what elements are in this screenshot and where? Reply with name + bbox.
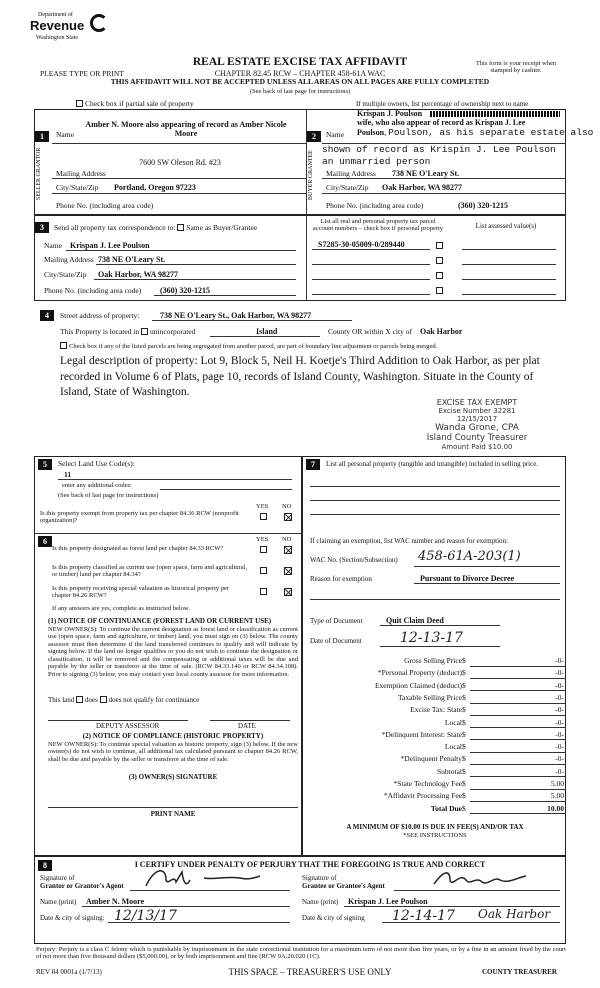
fee-label: Local — [444, 742, 462, 752]
dollar-sign: $ — [462, 668, 466, 678]
fee-value: -0- — [470, 694, 566, 704]
notice-2-title: (2) NOTICE OF COMPLIANCE (HISTORIC PROPERTY) — [82, 732, 264, 740]
yes-label-5: YES — [256, 503, 269, 510]
notice-1-text: NEW OWNER(S): To continue the current designation as forest land or classification as current use (open space, farm and agriculture, or timber) land, you must sign on (3) below. The county assessor must then determine if the land transferred continues to qualify and will indicate by signing below. If the land no longer qualifies or you do not wish to continue the designation or classification, it will be removed and the compensating or additional taxes will be due and payable by the seller or transferor at the time of sale. (RCW 84.33.140 or RCW 84.34.108). Prior to signing (3) below, you may contact your local county assessor for more information. — [48, 626, 298, 678]
historic-question: Is this property receiving special valuation as historical property per chapter 84.26 RCW? — [52, 585, 230, 600]
fee-label: Total Due — [430, 803, 462, 813]
dollar-sign: $ — [462, 779, 466, 788]
buyer-name-line2: wife, who also appear of record as Krispan J. Lee — [357, 118, 526, 127]
multiple-owners-note: If multiple owners, list percentage of ownership next to name — [356, 100, 529, 108]
grantee-sig-label: Signature of Grantee or Grantee's Agent — [302, 874, 385, 891]
unincorporated-checkbox[interactable] — [141, 328, 148, 335]
excise-stamp: EXCISE TAX EXEMPT Excise Number 32281 12/15/2017 Wanda Grone, CPA Island County Treasurer Amount Paid $10.00 — [426, 398, 528, 452]
fee-label: *Delinquent Penalty — [400, 754, 462, 764]
fee-label: *Delinquent Interest: State — [381, 729, 462, 739]
fees-see: *SEE INSTRUCTIONS — [403, 832, 467, 839]
fee-value: -0- — [470, 706, 566, 716]
fee-label: Taxable Selling Price — [397, 692, 462, 702]
tax-address: 738 NE O'Leary St. — [98, 255, 166, 264]
county-treasurer: COUNTY TREASURER — [482, 968, 557, 976]
grantor-sig-label: Signature of Grantor or Grantor's Agent — [40, 874, 124, 891]
grantor-date: 12/13/17 — [114, 908, 177, 924]
wac-label: WAC No. (Section/Subsection) — [310, 556, 398, 564]
city-name: Oak Harbor — [420, 327, 463, 336]
fee-label: Local — [444, 717, 462, 727]
dollar-sign: $ — [462, 692, 466, 702]
fee-row — [330, 731, 570, 742]
fee-row — [330, 682, 570, 693]
fee-label: Excise Tax: State — [410, 705, 462, 715]
exempt-question: Is this property exempt from property tax per chapter 84.36 RCW (nonprofit organization)? — [40, 510, 239, 525]
seller-name: Amber N. Moore also appearing of record as Amber Nicole Moore — [85, 120, 287, 139]
fee-row — [330, 755, 570, 766]
fee-value: 5.00 — [470, 792, 566, 802]
deputy-assessor-label: DEPUTY ASSESSOR — [96, 722, 160, 730]
fee-value: -0- — [470, 731, 566, 741]
section-1-tag: 1 — [35, 131, 49, 142]
street-label: Street address of property: — [60, 311, 140, 320]
seller-city: Portland, Oregon 97223 — [114, 183, 196, 192]
tax-name-label: Name — [44, 241, 62, 250]
print-name-label: PRINT NAME — [150, 810, 196, 818]
see-back-note: (See back of last page for instructions) — [249, 88, 351, 95]
buyer-city: Oak Harbor, WA 98277 — [382, 183, 463, 192]
fee-value: -0- — [470, 743, 566, 753]
yes-label-6: YES — [256, 536, 269, 543]
fees-minimum: A MINIMUM OF $10.00 IS DUE IN FEE(S) AND/OR TAX — [346, 823, 524, 831]
current-use-question: Is this property classified as current use (open space, farm and agricultural, or timber) land per chapter 84.34? — [52, 564, 248, 579]
additional-codes-label: enter any additional codes: — [62, 482, 132, 489]
reason-value: Pursuant to Divorce Decree — [420, 574, 515, 583]
fee-row — [330, 743, 570, 754]
seller-city-label: City/State/Zip — [56, 183, 99, 192]
owner-signature-label: (3) OWNER(S) SIGNATURE — [128, 773, 218, 781]
forest-no-checkbox[interactable] — [284, 546, 292, 556]
buyer-city-label: City/State/Zip — [326, 183, 369, 192]
section-7-tag: 7 — [306, 459, 320, 470]
personal-prop-checkbox-3[interactable] — [436, 272, 445, 281]
fee-label: Exemption Claimed (deduct) — [374, 680, 462, 690]
seller-phone-label: Phone No. (including area code) — [56, 201, 154, 210]
fee-label: *Personal Property (deduct) — [377, 668, 462, 678]
dollar-sign: $ — [462, 754, 466, 764]
buyer-name-line5: an unmarried person — [322, 156, 431, 167]
dollar-sign: $ — [462, 717, 466, 727]
land-use-label: Select Land Use Code(s): — [58, 459, 135, 468]
tax-city: Oak Harbor, WA 98277 — [98, 270, 179, 279]
fee-row — [330, 792, 570, 803]
grantee-date-label: Date & city of signing — [302, 914, 365, 922]
date-label: DATE — [238, 722, 256, 730]
exempt-yes-checkbox[interactable] — [260, 513, 269, 522]
grantee-date: 12-14-17 — [392, 908, 455, 924]
buyer-address: 738 NE O'Leary St. — [392, 169, 460, 178]
logo-swirl-icon — [90, 14, 108, 32]
forest-yes-checkbox[interactable] — [260, 546, 269, 555]
fee-label: *State Technology Fee — [393, 779, 462, 788]
fee-row — [330, 657, 570, 668]
doc-date-label: Date of Document — [310, 637, 362, 645]
fee-row — [330, 706, 570, 717]
section-4-tag: 4 — [40, 310, 54, 321]
section-5-tag: 5 — [38, 459, 52, 470]
tax-phone: (360) 320-1215 — [160, 286, 210, 295]
buyer-phone-label: Phone No. (including area code) — [326, 201, 424, 210]
no-label-6: NO — [282, 536, 292, 543]
doc-type-value: Quit Claim Deed — [386, 616, 444, 625]
form-warning: THIS AFFIDAVIT WILL NOT BE ACCEPTED UNLESS ALL AREAS ON ALL PAGES ARE FULLY COMPLETED — [110, 77, 490, 86]
historic-no-checkbox[interactable] — [284, 588, 292, 598]
doc-type-label: Type of Document — [310, 617, 363, 625]
fee-row — [330, 768, 570, 779]
section-8-tag: 8 — [38, 860, 52, 871]
buyer-name-label: Name — [326, 130, 344, 139]
if-yes-note: If any answers are yes, complete as instructed below. — [52, 605, 190, 612]
receipt-note: This form is your receipt when stamped by cashier. — [475, 60, 557, 75]
grantor-date-label: Date & city of signing: — [40, 914, 105, 922]
buyer-mailing-label: Mailing Address — [326, 169, 376, 178]
seller-mailing-label: Mailing Address — [56, 169, 106, 178]
personal-prop-checkbox-1[interactable] — [436, 242, 445, 251]
partial-sale-checkbox[interactable]: Check box if partial sale of property — [76, 100, 194, 109]
seller-name-label: Name — [56, 130, 74, 139]
dollar-sign: $ — [462, 742, 466, 752]
grantee-name: Krispan J. Lee Poulson — [348, 897, 428, 906]
personal-property-label: List all personal property (tangible and intangible) included in selling price. — [326, 460, 539, 468]
located-line: This Property is located in unincorporated — [60, 327, 196, 336]
dollar-sign: $ — [462, 803, 466, 813]
no-label-5: NO — [282, 503, 292, 510]
assessed-header: List assessed value(s) — [475, 222, 537, 230]
doc-date-value: 12-13-17 — [400, 630, 463, 646]
dollar-sign: $ — [462, 705, 466, 715]
land-use-see-back: (See back of last page for instructions) — [58, 492, 159, 499]
historic-yes-checkbox[interactable] — [260, 588, 269, 597]
tax-mailing-label: Mailing Address — [44, 255, 94, 264]
fee-value: -0- — [470, 719, 566, 729]
seller-side-label: SELLER GRANTOR — [36, 147, 42, 200]
tax-phone-label: Phone No. (including area code) — [44, 286, 142, 295]
land-use-code: 11 — [64, 470, 72, 479]
section-2-tag: 2 — [307, 131, 321, 142]
buyer-side-label: BUYER GRANTEE — [308, 150, 314, 200]
reason-label: Reason for exemption — [310, 575, 372, 583]
grantee-signature — [430, 866, 540, 890]
current-use-yes-checkbox[interactable] — [260, 567, 269, 576]
fee-row — [330, 780, 570, 791]
fee-value: -0- — [470, 657, 566, 667]
form-chapter: CHAPTER 82.45 RCW – CHAPTER 458-61A WAC — [214, 69, 386, 78]
dollar-sign: $ — [462, 766, 466, 776]
fee-value: -0- — [470, 768, 566, 778]
county-label: County OR within X city of — [328, 327, 412, 336]
agency-logo — [26, 12, 112, 50]
exempt-no-checkbox[interactable] — [284, 513, 292, 523]
personal-prop-checkbox-2[interactable] — [436, 257, 445, 266]
fee-value: -0- — [470, 669, 566, 679]
section-6-tag: 6 — [38, 536, 52, 547]
dollar-sign: $ — [462, 656, 466, 665]
fee-value: -0- — [470, 755, 566, 765]
wac-value: 458-61A-203(1) — [418, 549, 521, 564]
grantor-signature — [144, 866, 264, 890]
fee-value: -0- — [470, 682, 566, 692]
buyer-name-line3: Poulson, Poulson, as his separate estate also — [357, 127, 594, 138]
segregated-checkbox-line[interactable]: Check box if any of the listed parcels are being segregated from another parcel, are part of boundary line adjustment or parcels being merged. — [60, 342, 437, 350]
tax-city-label: City/State/Zip — [44, 270, 87, 279]
tax-correspondence-label: Send all property tax correspondence to: Same as Buyer/Grantee — [54, 223, 258, 232]
does-not-checkbox[interactable] — [100, 696, 107, 703]
fee-label: Subtotal — [436, 766, 462, 776]
continuance-line: This land does does not qualify for continuance — [48, 696, 200, 704]
forest-question: Is this property designated as forest land per chapter 84.33 RCW? — [52, 545, 224, 552]
personal-prop-checkbox-4[interactable] — [436, 287, 445, 296]
current-use-no-checkbox[interactable] — [284, 567, 292, 577]
dollar-sign: $ — [462, 680, 466, 690]
type-or-print: PLEASE TYPE OR PRINT — [40, 69, 124, 78]
grantee-name-label: Name (print) — [302, 898, 339, 906]
fee-row — [330, 805, 570, 816]
perjury-note: Perjury: Perjury is a class C felony which is punishable by imprisonment in the state correctional institution for a maximum term of not more than five years, or by a fine in an amount fixed by the court of not more than five thousand dollars ($5,000.00), or by both imprisonment and fine (RCW 9A.20.020 (1C). — [36, 946, 566, 961]
agency-name: Revenue — [30, 18, 85, 33]
exemption-label: If claiming an exemption, list WAC number and reason for exemption: — [310, 537, 508, 545]
account-header: List all real and personal property tax parcel account numbers – check box if personal property — [312, 218, 444, 233]
fee-row — [330, 719, 570, 730]
county-name: Island — [256, 327, 278, 336]
treasurer-space: THIS SPACE – TREASURER'S USE ONLY — [228, 967, 392, 977]
notice-1-title: (1) NOTICE OF CONTINUANCE (FOREST LAND OR CURRENT USE) — [48, 617, 272, 625]
certify-statement: I CERTIFY UNDER PENALTY OF PERJURY THAT THE FOREGOING IS TRUE AND CORRECT — [134, 860, 486, 869]
section-3-tag: 3 — [35, 222, 49, 233]
fee-label: Gross Selling Price — [404, 656, 462, 665]
buyer-name-line4: shown of record as Krispin J. Lee Poulson — [322, 144, 556, 155]
form-title: REAL ESTATE EXCISE TAX AFFIDAVIT — [192, 56, 408, 68]
agency-line2: Washington State — [36, 35, 79, 41]
account-number: S7285-30-05009-0/289440 — [318, 240, 405, 249]
grantee-city: Oak Harbor — [478, 907, 551, 921]
buyer-phone: (360) 320-1215 — [458, 201, 508, 210]
legal-description: Legal description of property: Lot 9, Block 5, Neil H. Koetje's Third Addition to Oak Harbor, as per plat recorded in Volume 6 of Plats, page 10, records of Island County, Washington. Situate in the County of Island, State of Washington. — [60, 355, 540, 399]
does-checkbox[interactable] — [76, 696, 83, 703]
tax-name: Krispan J. Lee Poulson — [70, 241, 150, 250]
fee-value: 10.00 — [470, 805, 566, 815]
fee-label: *Affidavit Processing Fee — [383, 791, 462, 801]
agency-line1: Department of — [38, 12, 73, 18]
notice-2-text: NEW OWNER(S): To continue special valuation as historic property, sign (3) below. If the new owner(s) do not wish to continue, all additional tax calculated pursuant to chapter 84.26 RCW, shall be due and payable by the seller or transferor at the time of sale. — [48, 741, 298, 763]
fee-value: 5.00 — [470, 780, 566, 790]
fee-row — [330, 669, 570, 680]
form-number: REV 84 0001a (1/7/13) — [36, 968, 102, 976]
dollar-sign: $ — [462, 729, 466, 739]
seller-address: 7600 SW Oleson Rd. #23 — [139, 158, 221, 167]
grantor-name: Amber N. Moore — [86, 897, 145, 906]
fee-row — [330, 694, 570, 705]
same-as-buyer-checkbox[interactable] — [177, 224, 184, 231]
dollar-sign: $ — [462, 791, 466, 801]
buyer-name-top: Krispan J. Poulson — [357, 109, 423, 118]
grantor-name-label: Name (print) — [40, 898, 77, 906]
street-address: 738 NE O'Leary St., Oak Harbor, WA 98277 — [160, 311, 312, 320]
